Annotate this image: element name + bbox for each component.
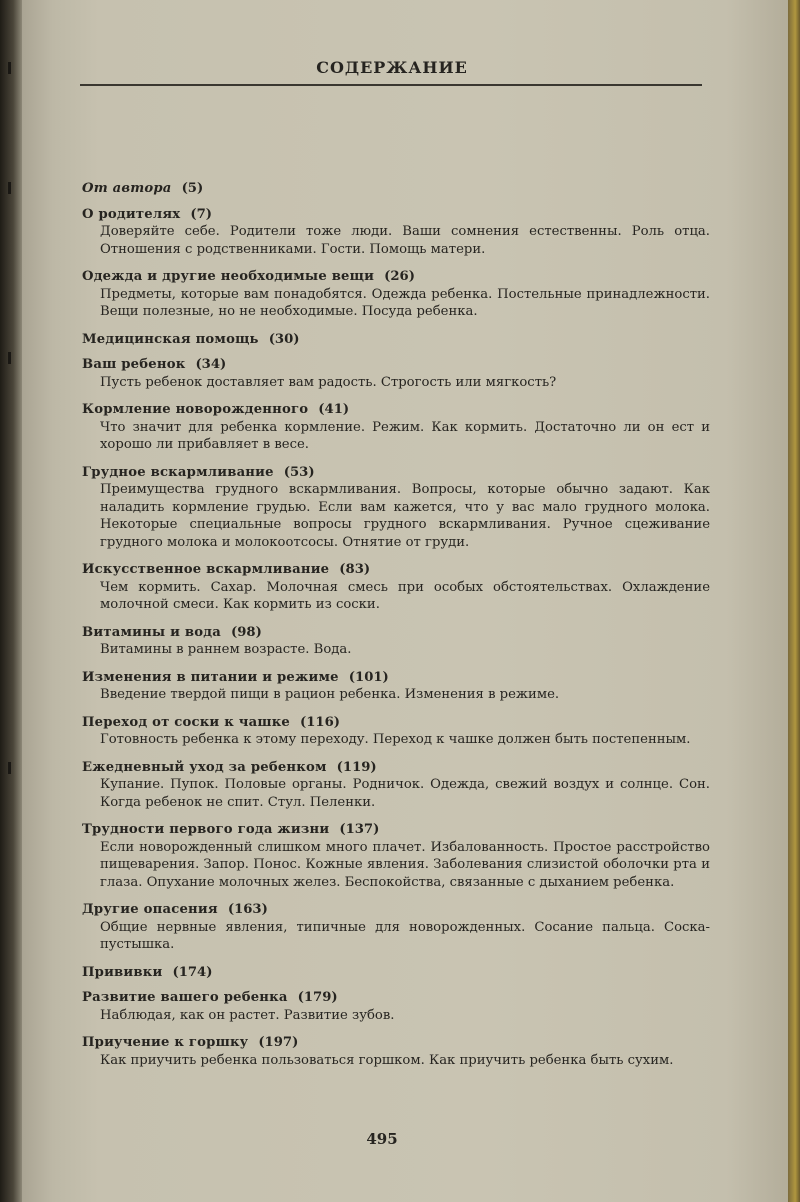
toc-entry-page: (137) xyxy=(339,822,380,837)
page-number: 495 xyxy=(366,1130,398,1148)
book-spine xyxy=(0,0,22,1202)
toc-entry xyxy=(82,180,710,198)
toc-entry-title: О родителях xyxy=(82,206,181,222)
toc-entry-description: Предметы, которые вам понадобятся. Одежда ребенка. Постельные принадлежности. Вещи полезные, но не необходимые. Посуда ребенка. xyxy=(100,286,710,319)
toc-entry-page: (116) xyxy=(300,714,341,730)
toc-entry-page: (119) xyxy=(336,759,377,775)
toc-entry xyxy=(82,401,710,454)
toc-entry-title: Одежда и другие необходимые вещи xyxy=(82,269,375,284)
toc-entry-title: Приучение к горшку xyxy=(82,1035,249,1050)
toc-entry-title: Витамины и вода xyxy=(82,624,222,640)
book-page xyxy=(22,0,788,1202)
binding-mark xyxy=(8,762,11,774)
toc-entry xyxy=(82,1034,710,1069)
toc-entry xyxy=(82,989,710,1024)
toc-entry xyxy=(82,759,710,812)
toc-entry xyxy=(82,714,710,749)
toc-entry xyxy=(82,206,710,259)
toc-entry-page: (53) xyxy=(283,464,315,480)
toc-entry-title: Изменения в питании и режиме xyxy=(82,669,339,685)
binding-mark xyxy=(8,182,11,194)
toc-entry xyxy=(82,331,710,349)
toc-entry-title: Кормление новорожденного xyxy=(82,402,309,417)
toc-entry-title: От автора xyxy=(82,181,172,196)
toc-entry-title: Ваш ребенок xyxy=(82,357,186,372)
toc-entry-page: (83) xyxy=(339,562,371,577)
toc-entry-page: (101) xyxy=(348,669,389,685)
toc-entry-page: (7) xyxy=(190,206,212,222)
toc-entry-page: (174) xyxy=(172,964,213,980)
toc-entry-description: Купание. Пупок. Половые органы. Родничок. Одежда, свежий воздух и солнце. Сон. Когда ребенок не спит. Стул. Пеленки. xyxy=(100,777,710,810)
toc-entry-page: (98) xyxy=(231,624,262,640)
toc-entry-title: Переход от соски к чашке xyxy=(82,714,291,730)
toc-entry-page: (5) xyxy=(181,181,204,196)
toc-entry xyxy=(82,901,710,954)
toc-entry-description: Наблюдая, как он растет. Развитие зубов. xyxy=(100,1007,395,1023)
toc-entry-title: Грудное вскармливание xyxy=(82,464,274,480)
toc-entry-description: Общие нервные явления, типичные для новорожденных. Сосание пальца. Соска-пустышка. xyxy=(100,919,710,952)
table-of-contents xyxy=(82,180,710,1079)
page-heading: СОДЕРЖАНИЕ xyxy=(316,58,468,77)
toc-entry-description: Что значит для ребенка кормление. Режим. Как кормить. Достаточно ли он ест и хорошо ли прибавляет в весе. xyxy=(100,419,710,452)
binding-mark xyxy=(8,62,11,74)
toc-entry xyxy=(82,821,710,891)
toc-entry xyxy=(82,561,710,614)
toc-entry-title: Другие опасения xyxy=(82,902,218,917)
toc-entry-page: (179) xyxy=(297,990,338,1005)
toc-entry-description: Введение твердой пищи в рацион ребенка. Изменения в режиме. xyxy=(100,687,560,702)
toc-entry-description: Доверяйте себе. Родители тоже люди. Ваши сомнения естественны. Роль отца. Отношения с родственниками. Гости. Помощь матери. xyxy=(100,224,710,257)
toc-entry-description: Как приучить ребенка пользоваться горшком. Как приучить ребенка быть сухим. xyxy=(100,1052,674,1068)
toc-entry xyxy=(82,268,710,321)
toc-entry-description: Чем кормить. Сахар. Молочная смесь при особых обстоятельствах. Охлаждение молочной смеси. Как кормить из соски. xyxy=(100,579,710,612)
toc-entry xyxy=(82,669,710,704)
toc-entry-page: (26) xyxy=(384,269,415,284)
toc-entry xyxy=(82,356,710,391)
toc-entry xyxy=(82,464,710,552)
toc-entry-title: Медицинская помощь xyxy=(82,331,259,347)
toc-entry-description: Если новорожденный слишком много плачет. Избалованность. Простое расстройство пищеварения. Запор. Понос. Кожные явления. Заболевания слизистой оболочки рта и глаза. Опухание молочных желез. Беспокойства, связанные с дыханием ребенка. xyxy=(100,839,710,890)
toc-entry xyxy=(82,964,710,982)
toc-entry-page: (34) xyxy=(195,357,227,372)
toc-entry-title: Искусственное вскармливание xyxy=(82,562,330,577)
toc-entry-title: Ежедневный уход за ребенком xyxy=(82,759,327,775)
toc-entry-page: (30) xyxy=(268,331,300,347)
toc-entry-title: Трудности первого года жизни xyxy=(82,822,330,837)
toc-entry-title: Прививки xyxy=(82,964,163,980)
toc-entry-description: Пусть ребенок доставляет вам радость. Строгость или мягкость? xyxy=(100,374,557,390)
toc-entry-description: Витамины в раннем возрасте. Вода. xyxy=(100,642,352,657)
toc-entry-title: Развитие вашего ребенка xyxy=(82,990,288,1005)
toc-entry-page: (197) xyxy=(258,1035,299,1050)
binding-mark xyxy=(8,352,11,364)
heading-rule xyxy=(80,84,702,86)
book-page-edge xyxy=(788,0,800,1202)
toc-entry-description: Преимущества грудного вскармливания. Вопросы, которые обычно задают. Как наладить кормление грудью. Если вам кажется, что у вас мало грудного молока. Некоторые специальные вопросы грудного вскармливания. Ручное сцеживание грудного молока и молокоотсосы. Отнятие от груди. xyxy=(100,482,710,550)
toc-entry-page: (41) xyxy=(318,402,350,417)
toc-entry-description: Готовность ребенка к этому переходу. Переход к чашке должен быть постепенным. xyxy=(100,732,691,747)
toc-entry-page: (163) xyxy=(227,902,268,917)
toc-entry xyxy=(82,624,710,659)
